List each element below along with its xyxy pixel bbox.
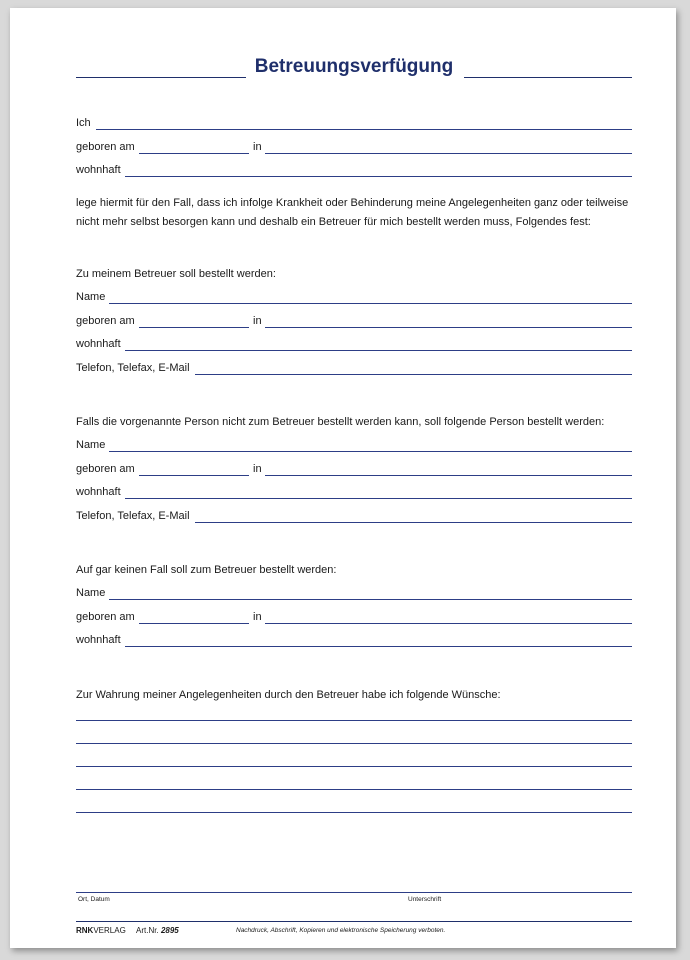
field-wohnhaft-line[interactable]	[125, 176, 632, 177]
s1-kontakt-label: Telefon, Telefax, E-Mail	[76, 362, 190, 374]
wishes-line[interactable]	[76, 789, 632, 790]
field-geboren-label: geboren am	[76, 141, 135, 153]
article-number: 2895	[160, 926, 179, 935]
s1-name-line[interactable]	[109, 303, 632, 304]
publisher-brand-rest: VERLAG	[93, 926, 126, 935]
s2-wohnhaft-line[interactable]	[125, 498, 632, 499]
field-geboren[interactable]	[76, 137, 632, 155]
section2-heading: Falls die vorgenannte Person nicht zum Betreuer bestellt werden kann, soll folgende Person bestellt werden:	[76, 416, 605, 428]
s3-geboren[interactable]	[76, 607, 632, 625]
s1-geboren[interactable]	[76, 311, 632, 329]
s3-wohnhaft-label: wohnhaft	[76, 634, 121, 646]
footer-rule	[76, 921, 632, 922]
s2-wohnhaft-label: wohnhaft	[76, 486, 121, 498]
s1-wohnhaft-line[interactable]	[125, 350, 632, 351]
form-page	[10, 8, 676, 948]
s3-in-line[interactable]	[265, 623, 632, 624]
field-ich[interactable]	[76, 113, 632, 131]
s1-wohnhaft[interactable]	[76, 334, 632, 352]
s1-kontakt-line[interactable]	[195, 374, 632, 375]
section1-heading: Zu meinem Betreuer soll bestellt werden:	[76, 268, 276, 280]
s2-geboren[interactable]	[76, 459, 632, 477]
s3-wohnhaft-line[interactable]	[125, 646, 632, 647]
title-row	[76, 56, 632, 84]
s3-name-label: Name	[76, 587, 106, 599]
s1-name-label: Name	[76, 291, 106, 303]
s2-wohnhaft[interactable]	[76, 482, 632, 500]
s3-in-label: in	[253, 611, 262, 623]
field-wohnhaft[interactable]	[76, 160, 632, 178]
s1-in-label: in	[253, 315, 262, 327]
field-ich-line[interactable]	[96, 129, 632, 130]
page-title: Betreuungsverfügung	[76, 56, 632, 78]
s2-name-line[interactable]	[109, 451, 632, 452]
s2-name-label: Name	[76, 439, 106, 451]
declaration-text: lege hiermit für den Fall, dass ich infolge Krankheit oder Behinderung meine Angelegenheiten ganz oder teilweise nicht mehr selbst besorgen kann und deshalb ein Betreuer für mich bestellt werden muss, Folgendes fest:	[76, 197, 629, 228]
s3-name[interactable]	[76, 583, 632, 601]
article-label: Art.Nr.	[136, 926, 159, 935]
s3-wohnhaft[interactable]	[76, 630, 632, 648]
footer	[76, 926, 446, 935]
field-wohnhaft-label: wohnhaft	[76, 164, 121, 176]
section4-heading: Zur Wahrung meiner Angelegenheiten durch den Betreuer habe ich folgende Wünsche:	[76, 689, 501, 701]
s3-geboren-label: geboren am	[76, 611, 135, 623]
field-in-label: in	[253, 141, 262, 153]
s2-kontakt[interactable]	[76, 506, 632, 524]
wishes-line[interactable]	[76, 766, 632, 767]
s2-in-line[interactable]	[265, 475, 632, 476]
s2-name[interactable]	[76, 435, 632, 453]
field-in-line[interactable]	[265, 153, 632, 154]
wishes-line[interactable]	[76, 720, 632, 721]
s2-geboren-label: geboren am	[76, 463, 135, 475]
field-geboren-line[interactable]	[139, 153, 249, 154]
ort-datum-label: Ort, Datum	[78, 896, 110, 903]
s1-geboren-label: geboren am	[76, 315, 135, 327]
wishes-line[interactable]	[76, 743, 632, 744]
unterschrift-label: Unterschrift	[408, 896, 442, 903]
wishes-line[interactable]	[76, 812, 632, 813]
section3-heading: Auf gar keinen Fall soll zum Betreuer bestellt werden:	[76, 564, 337, 576]
s1-kontakt[interactable]	[76, 358, 632, 376]
s2-geboren-line[interactable]	[139, 475, 249, 476]
s1-wohnhaft-label: wohnhaft	[76, 338, 121, 350]
s3-geboren-line[interactable]	[139, 623, 249, 624]
publisher-brand-bold: RNK	[76, 926, 94, 935]
s2-kontakt-line[interactable]	[195, 522, 632, 523]
s1-geboren-line[interactable]	[139, 327, 249, 328]
s2-kontakt-label: Telefon, Telefax, E-Mail	[76, 510, 190, 522]
copyright-notice: Nachdruck, Abschrift, Kopieren und elektronische Speicherung verboten.	[236, 927, 446, 934]
s3-name-line[interactable]	[109, 599, 632, 600]
field-ich-label: Ich	[76, 117, 91, 129]
s1-name[interactable]	[76, 287, 632, 305]
s1-in-line[interactable]	[265, 327, 632, 328]
signature-line[interactable]	[76, 892, 632, 893]
s2-in-label: in	[253, 463, 262, 475]
